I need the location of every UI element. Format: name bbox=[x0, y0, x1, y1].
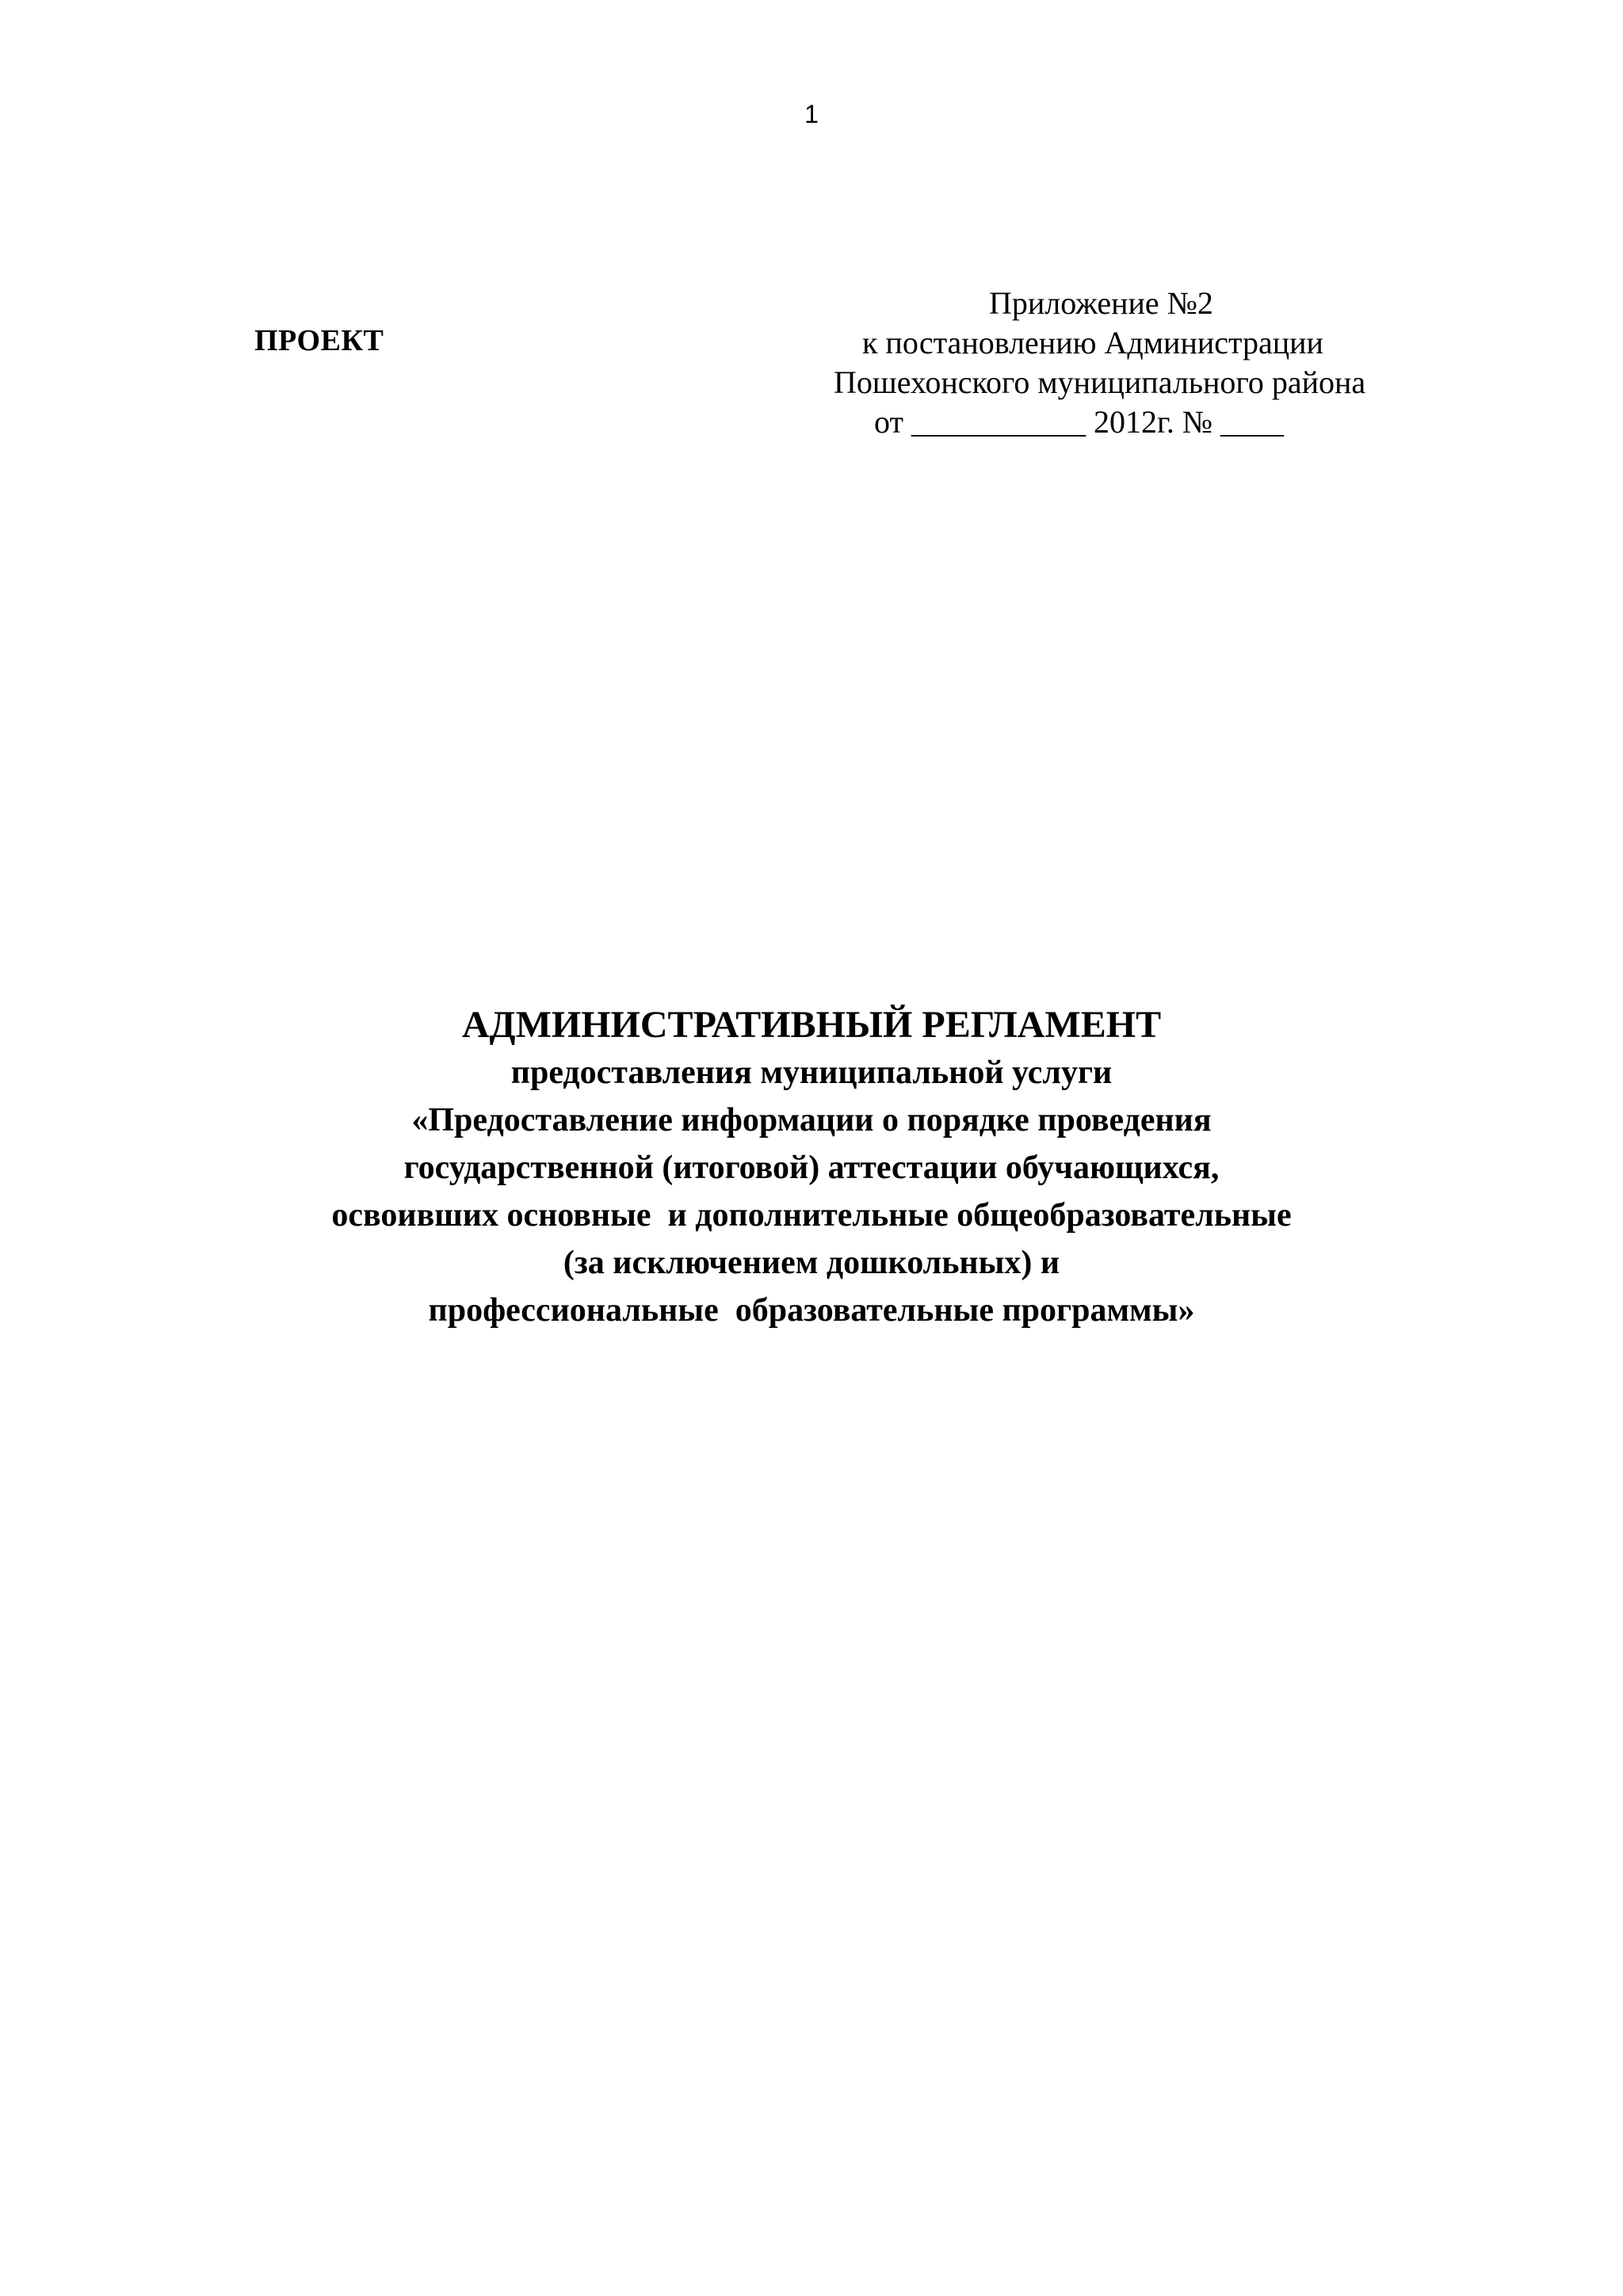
title-line: освоивших основные и дополнительные общеобразовательные bbox=[331, 1197, 1292, 1234]
page-number: 1 bbox=[804, 100, 819, 128]
title-line: профессиональные образовательные программы» bbox=[428, 1292, 1195, 1329]
appendix-date-number: от ___________ 2012г. № ____ bbox=[874, 404, 1285, 440]
appendix-resolution: к постановлению Администрации bbox=[862, 325, 1323, 360]
title-main: АДМИНИСТРАТИВНЫЙ РЕГЛАМЕНТ bbox=[461, 1004, 1162, 1046]
document-title bbox=[0, 1001, 1623, 1334]
title-line: предоставления муниципальной услуги bbox=[510, 1055, 1113, 1091]
draft-label: ПРОЕКТ bbox=[254, 324, 384, 357]
title-line: государственной (итоговой) аттестации обучающихся, bbox=[403, 1150, 1220, 1186]
title-line: (за исключением дошкольных) и bbox=[563, 1245, 1060, 1281]
title-line: «Предоставление информации о порядке проведения bbox=[411, 1102, 1212, 1138]
appendix-reference bbox=[792, 284, 1426, 442]
appendix-district: Пошехонского муниципального района bbox=[834, 364, 1366, 400]
appendix-number: Приложение №2 bbox=[989, 285, 1213, 321]
